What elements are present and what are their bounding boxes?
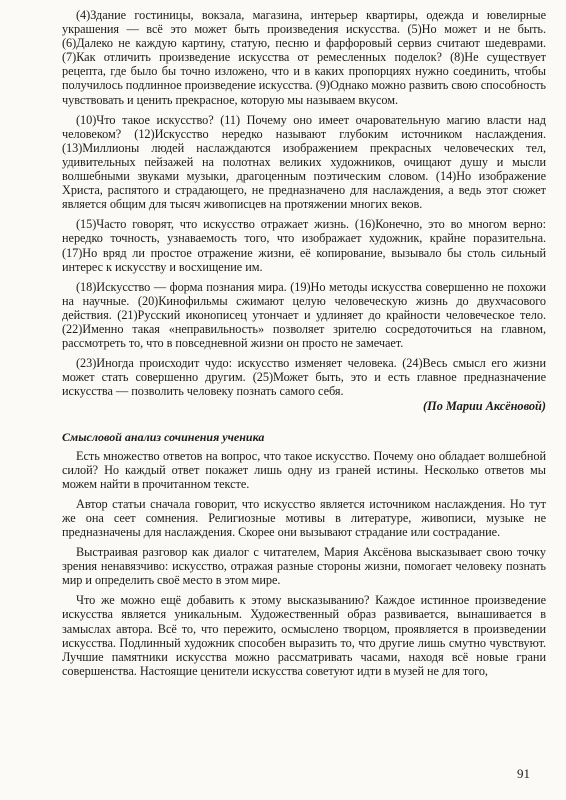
paragraph-2: (10)Что такое искусство? (11) Почему оно имеет очаровательную магию власти над человеком? (12)Искусство нередко называют глубоким источником наслаждения. (13)Миллионы людей наслаждаются изображением прекрасных человеческих тел, удивительных пейзажей на полотнах великих художников, очищают душу и мысли волшебными звуками музыки, драгоценным поэтическим словом. (14)Но изображение Христа, распятого и страдающего, не предназначено для наслаждения, а ведь этот сюжет является общим для тысяч живописцев на протяжении многих веков. — [62, 112, 546, 212]
paragraph-4: (18)Искусство — форма познания мира. (19)Но методы искусства совершенно не похожи на научные. (20)Кинофильмы сжимают целую человеческую жизнь до двухчасового действия. (21)Русский иконописец утончает и удлиняет до крайности человеческое тело. (22)Именно такая «неправильность» позволяет зрителю сосредоточиться на главном, рассмотреть то, что в повседневной жизни он просто не замечает. — [62, 279, 546, 351]
analysis-paragraph-1: Есть множество ответов на вопрос, что такое искусство. Почему оно обладает волшебной силой? Но каждый ответ покажет лишь одну из граней истины. Несколько ответов мы можем найти в прочитанном тексте. — [62, 448, 546, 491]
paragraph-3: (15)Часто говорят, что искусство отражает жизнь. (16)Конечно, это во многом верно: нередко точность, узнаваемость того, что изображает художник, крайне поразительна. (17)Но вряд ли простое отражение жизни, её копирование, вызывало бы столь сильный интерес к искусству и восхищение им. — [62, 217, 546, 274]
page-number: 91 — [517, 766, 530, 781]
analysis-paragraph-3: Выстраивая разговор как диалог с читателем, Мария Аксёнова высказывает свою точку зрения ненавязчиво: искусство, отражая разные стороны жизни, помогает человеку познать мир и определить своё место в этом мире. — [62, 545, 546, 588]
source-attribution: (По Марии Аксёновой) — [423, 399, 546, 414]
analysis-paragraph-4: Что же можно ещё добавить к этому высказыванию? Каждое истинное произведение искусства является уникальным. Художественный образ развивается, вынашивается в замыслах автора. Всё то, что пережито, осмыслено творцом, проявляется в произведении искусства. Подлинный художник способен выразить то, что другие лишь смутно чувствуют. Лучшие памятники искусства можно рассматривать часами, находя всё новые грани совершенства. Настоящие ценители искусства советуют идти в музей не для того, — [62, 593, 546, 678]
paragraph-5: (23)Иногда происходит чудо: искусство изменяет человека. (24)Весь смысл его жизни может стать совершенно другим. (25)Может быть, это и есть главное предназначение искусства — позволить человеку познать самого себя. — [62, 356, 546, 399]
page-body — [62, 8, 546, 678]
section-title: Смысловой анализ сочинения ученика — [62, 429, 265, 444]
analysis-paragraph-2: Автор статьи сначала говорит, что искусство является источником наслаждения. Но тут же она сеет сомнения. Религиозные мотивы в литературе, живописи, музыке не предназначены для наслаждения. Скорее они вызывают страдание или сострадание. — [62, 496, 546, 539]
paragraph-1: (4)Здание гостиницы, вокзала, магазина, интерьер квартиры, одежда и ювелирные украшения — всё это может быть произведения искусства. (5)Но может и не быть. (6)Далеко не каждую картину, статую, песню и фарфоровый сервиз считают шедеврами. (7)Как отличить произведение искусства от ремесленных поделок? (8)Не существует рецепта, где было бы точно изложено, что и в каких пропорциях нужно соединить, чтобы получилось подлинное произведение искусства. (9)Однако можно развить свою способность чувствовать и ценить прекрасное, которую мы называем вкусом. — [62, 8, 546, 107]
